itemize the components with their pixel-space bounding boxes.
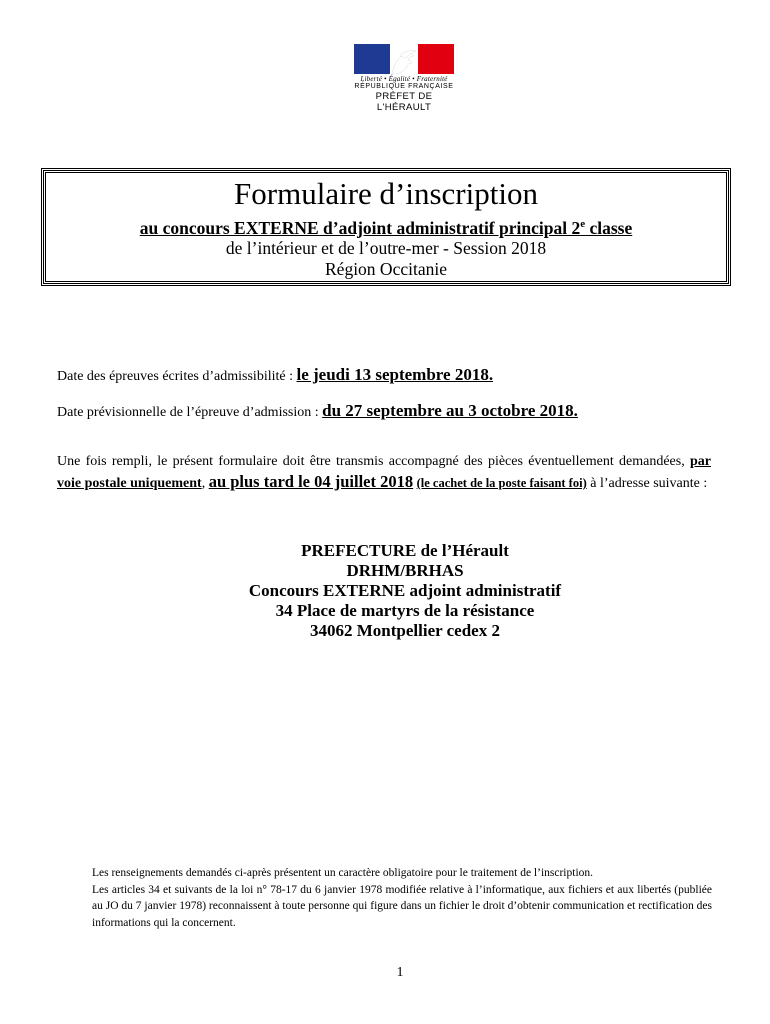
- instructions-comma: ,: [201, 476, 209, 491]
- form-title: Formulaire d’inscription: [234, 176, 538, 211]
- oral-exam-label: Date prévisionnelle de l’épreuve d’admission :: [57, 405, 323, 420]
- deadline: au plus tard le 04 juillet 2018: [208, 472, 414, 491]
- postmark-note: (le cachet de la poste faisant foi): [416, 476, 587, 490]
- title-line-region: Région Occitanie: [325, 258, 447, 279]
- written-exam-date: [57, 365, 493, 385]
- logo-motto: Liberté • Égalité • Fraternité: [360, 75, 448, 83]
- title-line-ministry: de l’intérieur et de l’outre-mer - Session 2018: [225, 237, 547, 258]
- written-exam-label: Date des épreuves écrites d’admissibilité :: [57, 369, 297, 384]
- legal-line-rights: Les articles 34 et suivants de la loi n° 78-17 du 6 janvier 1978 modifiée relative à l’informatique, aux fichiers et aux libertés (publiée au JO du 7 janvier 1978) reconnaissent à toute personne qui figure dans un fichier le droit d’obtenir communication et rectification des informations qui la concernent.: [92, 883, 712, 929]
- logo-prefect: PRÉFET DE L'HÉRAULT: [375, 91, 433, 113]
- legal-line-mandatory: Les renseignements demandés ci-après présentent un caractère obligatoire pour le traitement de l’inscription.: [92, 867, 594, 879]
- address-line: 34 Place de martyrs de la résistance: [275, 601, 535, 620]
- written-exam-value: le jeudi 13 septembre 2018.: [296, 365, 494, 384]
- oral-exam-date: [57, 401, 578, 421]
- postal-only: par voie postale uniquement: [57, 454, 711, 491]
- legal-notice: [92, 865, 712, 931]
- marianne-flag-icon: [354, 44, 454, 74]
- submission-instructions: [57, 452, 711, 494]
- instructions-text: Une fois rempli, le présent formulaire doit être transmis accompagné des pièces éventuellement demandées,: [57, 454, 690, 469]
- subtitle-text: au concours EXTERNE d’adjoint administratif principal 2: [139, 217, 581, 238]
- address-line: 34062 Montpellier cedex 2: [310, 621, 500, 640]
- address-line: Concours EXTERNE adjoint administratif: [248, 581, 562, 600]
- instructions-end: à l’adresse suivante :: [586, 476, 708, 491]
- subtitle-superscript: e: [580, 218, 586, 230]
- address-line: PREFECTURE de l’Hérault: [301, 541, 509, 560]
- address-line: DRHM/BRHAS: [346, 561, 464, 580]
- subtitle-text-end: classe: [585, 217, 633, 238]
- title-box: [43, 170, 729, 284]
- prefecture-logo: [348, 44, 460, 113]
- page-number: 1: [396, 965, 404, 980]
- oral-exam-value: du 27 septembre au 3 octobre 2018.: [322, 401, 578, 420]
- mailing-address: [200, 541, 610, 641]
- form-subtitle: [46, 214, 726, 238]
- logo-republic: RÉPUBLIQUE FRANÇAISE: [354, 83, 454, 90]
